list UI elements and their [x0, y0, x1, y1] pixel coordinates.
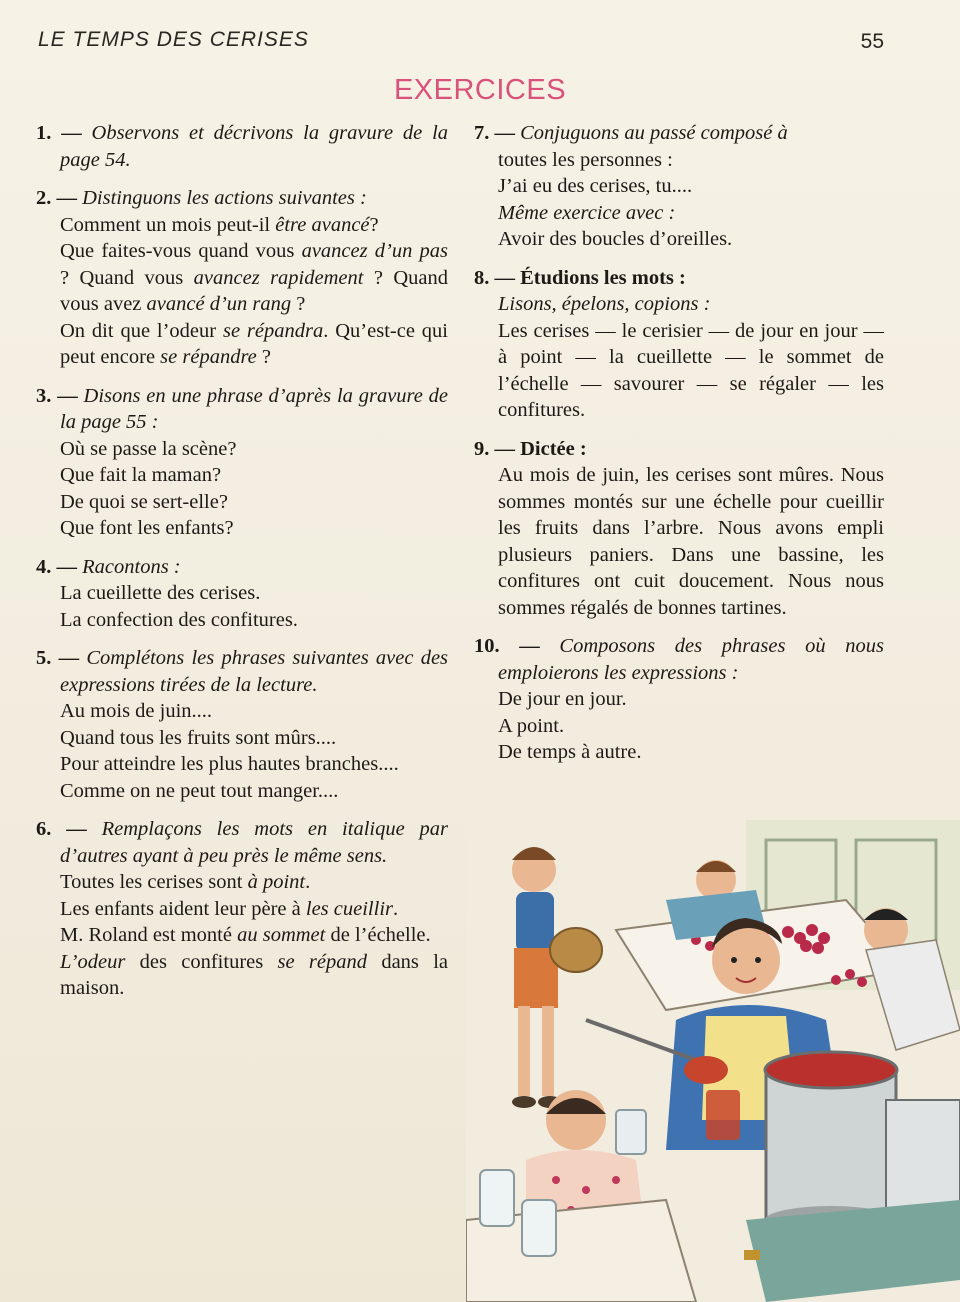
right-column [474, 120, 884, 778]
exercise-line: J’ai eu des cerises, tu.... [498, 175, 693, 197]
running-title: LE TEMPS DES CERISES [38, 28, 309, 51]
exercise-line: Lisons, épelons, copions : [498, 293, 711, 315]
exercise-line [36, 949, 448, 1002]
italic-run: les cueillir [305, 897, 393, 920]
exercise-dash: — [519, 635, 540, 657]
exercise-dash: — [66, 818, 87, 840]
exercise-dash: — [494, 122, 515, 144]
text-run: Comment un mois peut-il [60, 213, 276, 236]
text-run: de l’échelle. [325, 924, 431, 946]
exercise-6 [36, 816, 448, 1002]
exercise-10 [474, 633, 884, 766]
exercise-line [36, 318, 448, 371]
exercise-line: Au mois de juin.... [60, 700, 213, 722]
exercise-dash: — [56, 187, 77, 209]
exercise-instruction: Racontons : [82, 555, 181, 578]
exercise-dash: — [494, 437, 515, 460]
text-run: ? Quand vous avez [60, 266, 448, 315]
text-run: Toutes les cerises sont [60, 871, 248, 893]
text-run: M. Roland est monté [60, 924, 238, 946]
left-column [36, 120, 448, 1014]
exercise-line: Où se passe la scène? [60, 437, 237, 460]
exercise-line: A point. [498, 714, 565, 737]
exercise-1 [36, 120, 448, 173]
exercise-instruction: Remplaçons les mots en italique par d’autres ayant à peu près le même sens. [60, 818, 449, 867]
exercise-line [36, 869, 448, 896]
exercise-8 [474, 265, 884, 424]
text-run: Que faites-vous quand vous [60, 240, 302, 262]
page-title: EXERCICES [393, 74, 567, 106]
exercise-number: 3. [36, 384, 52, 407]
italic-run: se répand [277, 950, 367, 973]
text-run: des confitures [125, 950, 278, 973]
exercise-2 [36, 185, 448, 371]
text-run: On dit que l’odeur [60, 319, 223, 342]
exercise-line [36, 922, 448, 949]
exercise-instruction: Complétons les phrases suivantes avec des expressions tirées de la lecture. [60, 647, 449, 696]
exercise-7 [474, 120, 884, 253]
text-run: Qu’est-ce qui peut encore [60, 319, 448, 368]
exercise-line [36, 238, 448, 318]
page-number: 55 [860, 30, 884, 53]
exercise-line [36, 212, 448, 239]
exercise-4 [36, 554, 448, 634]
exercise-number: 5. [36, 647, 52, 669]
exercise-line: Que fait la maman? [60, 464, 222, 486]
exercise-number: 6. [36, 818, 52, 840]
exercise-line: Quand tous les fruits sont mûrs.... [60, 726, 337, 749]
exercise-3 [36, 383, 448, 542]
italic-run: au sommet [237, 924, 326, 946]
exercise-dash: — [494, 266, 515, 289]
italic-run: être avancé [275, 213, 370, 236]
text-run: . [393, 897, 399, 920]
italic-run: L’odeur [60, 950, 126, 973]
exercise-5 [36, 645, 448, 804]
exercise-line: De temps à autre. [498, 741, 642, 763]
text-run: dans la maison. [60, 950, 448, 999]
text-run: ? [256, 346, 272, 368]
exercise-line: Pour atteindre les plus hautes branches.... [60, 753, 399, 775]
exercise-instruction: Distinguons les actions suivantes : [82, 187, 367, 209]
exercise-instruction: Étudions les mots : [520, 266, 686, 289]
exercise-line: La cueillette des cerises. [60, 582, 261, 604]
exercise-line: De quoi se sert-elle? [60, 490, 228, 513]
exercise-line: De jour en jour. [498, 688, 627, 710]
exercise-instruction: Disons en une phrase d’après la gravure de la page 55 : [60, 384, 449, 433]
exercise-line: Comme on ne peut tout manger.... [60, 779, 339, 802]
italic-run: avancez d’un pas [301, 240, 448, 262]
italic-run: se répandre [160, 346, 257, 368]
exercise-instruction: Observons et décrivons la gravure de la page 54. [60, 122, 449, 171]
exercise-9 [474, 436, 884, 622]
italic-run: se répandra [222, 319, 324, 342]
exercise-instruction: Dictée : [520, 437, 587, 460]
italic-run: à point [247, 871, 306, 893]
exercise-line: toutes les personnes : [498, 148, 673, 171]
text-run: ? [369, 213, 379, 236]
exercise-dash: — [61, 122, 82, 144]
exercise-line: La confection des confitures. [60, 608, 298, 631]
exercise-number: 1. [36, 122, 52, 144]
dictation-text: Au mois de juin, les cerises sont mûres. Nous sommes montés sur une échelle pour cueillir les fruits dans l’arbre. Nous avons empli plusieurs paniers. Dans une bassine, les confitures ont cuit doucement. Nous nous sommes régalés de bonnes tartines. [498, 464, 884, 619]
text-run: Les enfants aident leur père à [60, 897, 306, 920]
exercise-instruction: Composons des phrases où nous emploierons les expressions : [498, 635, 884, 684]
exercise-instruction: Conjuguons au passé composé à [520, 122, 788, 144]
exercise-number: 8. [474, 266, 490, 289]
italic-run: avancé d’un rang [146, 293, 292, 315]
exercise-line: Même exercice avec : [498, 201, 676, 224]
text-run: ? Quand vous [60, 266, 194, 289]
exercise-number: 10. [474, 635, 500, 657]
exercise-dash: — [57, 384, 78, 407]
exercise-number: 9. [474, 437, 490, 460]
exercise-dash: — [58, 647, 80, 669]
exercise-line: Que font les enfants? [60, 517, 234, 539]
text-run: ? [291, 293, 306, 315]
exercise-number: 7. [474, 122, 490, 144]
italic-run: avancez rapidement [193, 266, 364, 289]
exercise-number: 2. [36, 187, 52, 209]
exercise-line: Les cerises — le cerisier — de jour en jour — à point — la cueillette — le sommet de l’échelle — savourer — se régaler — les confitures. [498, 319, 884, 421]
exercise-number: 4. [36, 555, 52, 578]
exercise-line [36, 896, 448, 923]
text-run: . [305, 871, 311, 893]
text-run: . [323, 319, 329, 342]
exercise-line: Avoir des boucles d’oreilles. [498, 228, 733, 250]
jam-making-illustration [466, 820, 960, 1302]
exercise-dash: — [56, 555, 77, 578]
